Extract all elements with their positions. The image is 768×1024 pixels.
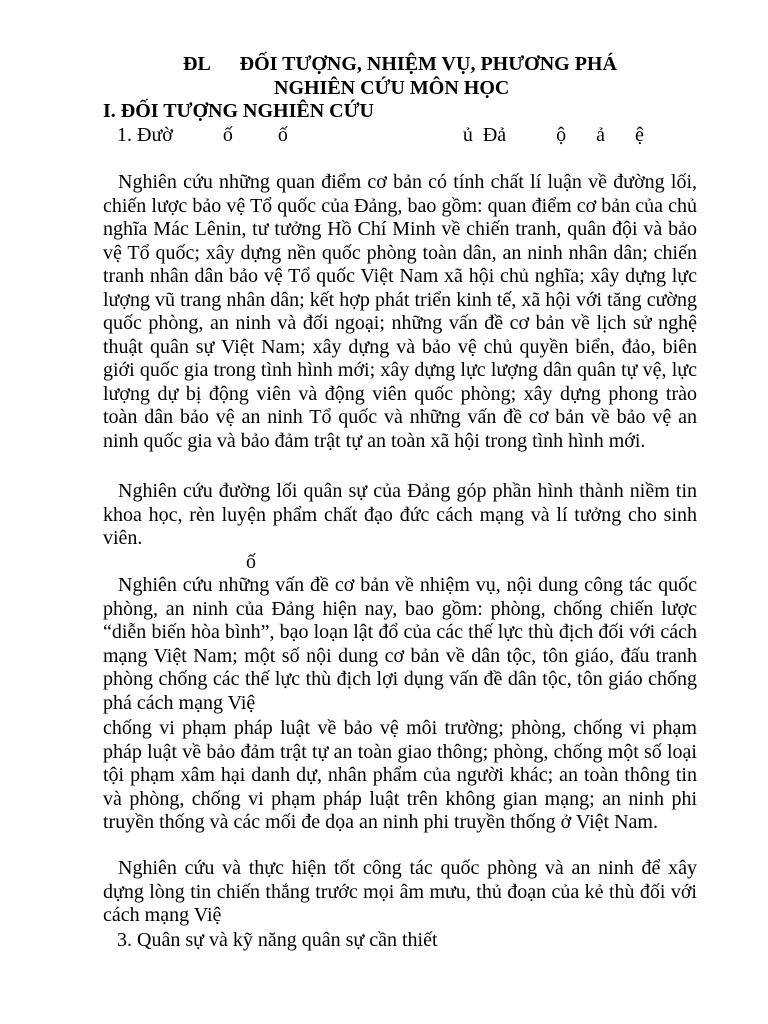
- subheading-1: 1. Đườ ố ố ủ Đả ộ ả ệ: [117, 124, 644, 146]
- subheading-3: 3. Quân sự và kỹ năng quân sự cần thiết: [117, 929, 438, 951]
- subheading-2: ố: [246, 551, 256, 573]
- paragraph-research-purpose: Nghiên cứu đường lối quân sự của Đảng góp phần hình thành niềm tin khoa học, rèn luyện phẩm chất đạo đức cách mạng và lí tưởng cho sinh viên.: [103, 480, 697, 549]
- paragraph-defense-tasks: Nghiên cứu những vấn đề cơ bản về nhiệm vụ, nội dung công tác quốc phòng, an ninh của Đảng hiện nay, bao gồm: phòng, chống chiến lược “diễn biến hòa bình”, bạo loạn lật đổ của các thế lực thù địch đối với cách mạng Việt Nam; một số nội dung cơ bản về dân tộc, tôn giáo, đấu tranh phòng chống các thế lực thù địch lợi dụng vấn đề dân tộc, tôn giáo chống phá cách mạng Việ: [103, 574, 697, 714]
- document-title-line-2: NGHIÊN CỨU MÔN HỌC: [274, 77, 510, 99]
- document-title-line-1: ĐL ĐỐI TƯỢNG, NHIỆM VỤ, PHƯƠNG PHÁ: [183, 53, 617, 75]
- section-heading: I. ĐỐI TƯỢNG NGHIÊN CỨU: [103, 100, 374, 122]
- paragraph-confidence: Nghiên cứu và thực hiện tốt công tác quốc phòng và an ninh để xây dựng lòng tin chiến thắng trước mọi âm mưu, thủ đoạn của kẻ thù đối với cách mạng Việ: [103, 857, 697, 926]
- paragraph-research-content: Nghiên cứu những quan điểm cơ bản có tính chất lí luận về đường lối, chiến lược bảo vệ Tổ quốc của Đảng, bao gồm: quan điểm cơ bản của chủ nghĩa Mác Lênin, tư tưởng Hồ Chí Minh về chiến tranh, quân đội và bảo vệ Tổ quốc; xây dựng nền quốc phòng toàn dân, an ninh nhân dân; chiến tranh nhân dân bảo vệ Tổ quốc Việt Nam xã hội chủ nghĩa; xây dựng lực lượng vũ trang nhân dân; kết hợp phát triển kinh tế, xã hội với tăng cường quốc phòng, an ninh và đối ngoại; những vấn đề cơ bản về lịch sử nghệ thuật quân sự Việt Nam; xây dựng và bảo vệ chủ quyền biển, đảo, biên giới quốc gia trong tình hình mới; xây dựng lực lượng dân quân tự vệ, lực lượng dự bị động viên và động viên quốc phòng; xây dựng phong trào toàn dân bảo vệ an ninh Tổ quốc và những vấn đề cơ bản về bảo vệ an ninh quốc gia và bảo đảm trật tự an toàn xã hội trong tình hình mới.: [103, 171, 697, 452]
- paragraph-law-violations: chống vi phạm pháp luật về bảo vệ môi trường; phòng, chống vi phạm pháp luật về bảo đảm trật tự an toàn giao thông; phòng, chống một số loại tội phạm xâm hại danh dự, nhân phẩm của người khác; an toàn thông tin và phòng, chống vi phạm pháp luật trên không gian mạng; an ninh phi truyền thống và các mối đe dọa an ninh phi truyền thống ở Việt Nam.: [103, 717, 697, 833]
